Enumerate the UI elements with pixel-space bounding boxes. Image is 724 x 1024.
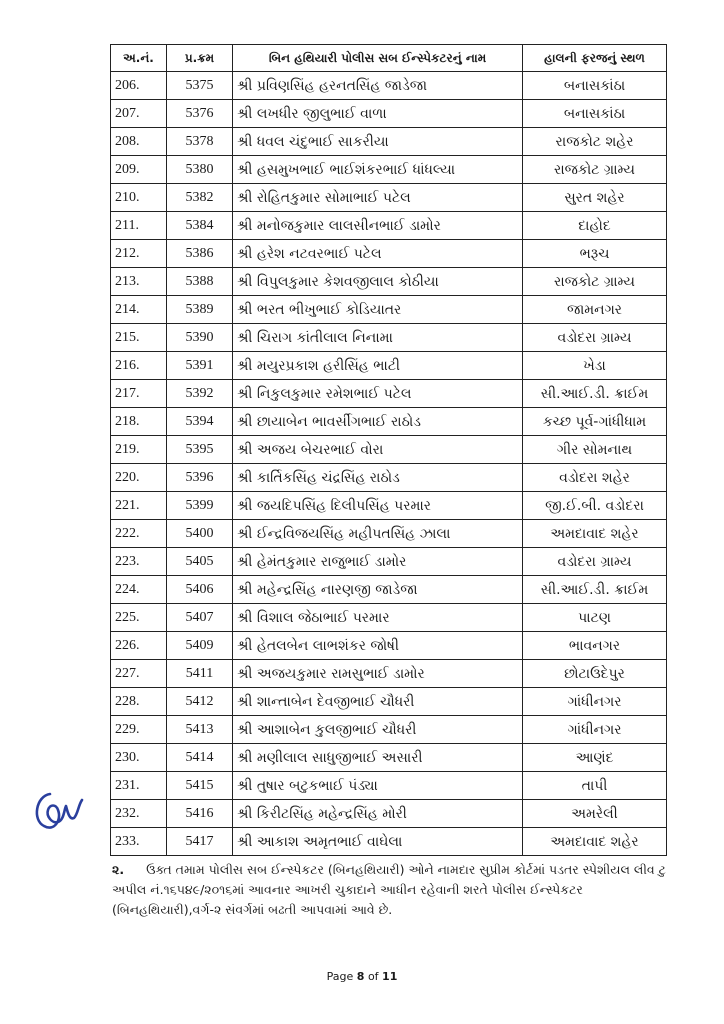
table-row xyxy=(111,352,667,380)
seniority-number-cell: 5400 xyxy=(167,520,233,548)
posting-place-cell: ગીર સોમનાથ xyxy=(523,436,667,464)
officer-name-cell: શ્રી ભરત ભીખુભાઈ કોડિયાતર xyxy=(233,296,523,324)
officer-name-cell: શ્રી મહેન્દ્રસિંહ નારણજી જાડેજા xyxy=(233,576,523,604)
officer-name-cell: શ્રી તુષાર બટુકભાઈ પંડ્યા xyxy=(233,772,523,800)
posting-place-cell: સી.આઈ.ડી. ક્રાઈમ xyxy=(523,576,667,604)
table-row xyxy=(111,408,667,436)
serial-number-cell: 222. xyxy=(111,520,167,548)
seniority-number-cell: 5414 xyxy=(167,744,233,772)
seniority-number-cell: 5409 xyxy=(167,632,233,660)
seniority-number-cell: 5416 xyxy=(167,800,233,828)
serial-number-cell: 207. xyxy=(111,100,167,128)
table-row xyxy=(111,100,667,128)
seniority-number-cell: 5405 xyxy=(167,548,233,576)
seniority-number-cell: 5389 xyxy=(167,296,233,324)
seniority-number-cell: 5382 xyxy=(167,184,233,212)
serial-number-cell: 227. xyxy=(111,660,167,688)
table-row xyxy=(111,772,667,800)
seniority-number-cell: 5380 xyxy=(167,156,233,184)
promotion-table xyxy=(110,44,667,856)
table-row xyxy=(111,128,667,156)
table-row xyxy=(111,156,667,184)
officer-name-cell: શ્રી આકાશ અમૃતભાઈ વાઘેલા xyxy=(233,828,523,856)
seniority-number-cell: 5413 xyxy=(167,716,233,744)
serial-number-cell: 216. xyxy=(111,352,167,380)
table-row xyxy=(111,828,667,856)
serial-number-cell: 220. xyxy=(111,464,167,492)
table-row xyxy=(111,296,667,324)
table-row xyxy=(111,576,667,604)
seniority-number-cell: 5396 xyxy=(167,464,233,492)
officer-name-cell: શ્રી ચિરાગ કાંતીલાલ નિનામા xyxy=(233,324,523,352)
page-total: 11 xyxy=(382,970,398,983)
header-serial: અ.નં. xyxy=(111,45,167,72)
officer-name-cell: શ્રી વિશાલ જેઠાભાઈ પરમાર xyxy=(233,604,523,632)
table-row xyxy=(111,744,667,772)
table-body xyxy=(111,72,667,856)
seniority-number-cell: 5392 xyxy=(167,380,233,408)
seniority-number-cell: 5411 xyxy=(167,660,233,688)
seniority-number-cell: 5384 xyxy=(167,212,233,240)
header-seniority-number: પ્ર.ક્રમ xyxy=(167,45,233,72)
officer-name-cell: શ્રી અજય બેચરભાઈ વોરા xyxy=(233,436,523,464)
table-row xyxy=(111,604,667,632)
page-of: of xyxy=(367,970,379,983)
serial-number-cell: 223. xyxy=(111,548,167,576)
officer-name-cell: શ્રી હેતલબેન લાભશંકર જોષી xyxy=(233,632,523,660)
seniority-number-cell: 5412 xyxy=(167,688,233,716)
officer-name-cell: શ્રી છાયાબેન ભાવર્સીગભાઈ રાઠોડ xyxy=(233,408,523,436)
serial-number-cell: 213. xyxy=(111,268,167,296)
officer-name-cell: શ્રી આશાબેન કુલજીભાઈ ચૌધરી xyxy=(233,716,523,744)
officer-name-cell: શ્રી હરેશ નટવરભાઈ પટેલ xyxy=(233,240,523,268)
posting-place-cell: વડોદરા ગ્રામ્ય xyxy=(523,324,667,352)
seniority-number-cell: 5390 xyxy=(167,324,233,352)
table-row xyxy=(111,212,667,240)
serial-number-cell: 225. xyxy=(111,604,167,632)
note-number: ૨. xyxy=(112,862,125,877)
posting-place-cell: વડોદરા શહેર xyxy=(523,464,667,492)
serial-number-cell: 218. xyxy=(111,408,167,436)
table-row xyxy=(111,380,667,408)
posting-place-cell: છોટાઉદેપુર xyxy=(523,660,667,688)
serial-number-cell: 206. xyxy=(111,72,167,100)
posting-place-cell: વડોદરા ગ્રામ્ય xyxy=(523,548,667,576)
note-paragraph xyxy=(112,860,672,920)
note-text: ઉક્ત તમામ પોલીસ સબ ઈન્સ્પેકટર (બિનહથિયારી) ઓને નામદાર સુપ્રીમ કોર્ટમાં પડતર સ્પેશીયલ લીવ ટુ અપીલ નં.૧૬૫૪૯/૨૦૧૬માં આવનાર આખરી ચુકાદાને આધીન રહેવાની શરતે પોલીસ ઈન્સ્પેકટર (બિનહથિયારી),વર્ગ-૨ સંવર્ગમાં બઢતી આપવામાં આવે છે. xyxy=(112,862,666,917)
officer-name-cell: શ્રી લખધીર જીલુભાઈ વાળા xyxy=(233,100,523,128)
table-row xyxy=(111,240,667,268)
seniority-number-cell: 5406 xyxy=(167,576,233,604)
posting-place-cell: જી.ઈ.બી. વડોદરા xyxy=(523,492,667,520)
officer-name-cell: શ્રી કાર્તિકસિંહ ચંદ્રસિંહ રાઠોડ xyxy=(233,464,523,492)
posting-place-cell: ગાંધીનગર xyxy=(523,688,667,716)
posting-place-cell: અમરેલી xyxy=(523,800,667,828)
serial-number-cell: 231. xyxy=(111,772,167,800)
serial-number-cell: 212. xyxy=(111,240,167,268)
officer-name-cell: શ્રી પ્રવિણસિંહ હરનતસિંહ જાડેજા xyxy=(233,72,523,100)
posting-place-cell: પાટણ xyxy=(523,604,667,632)
table-row xyxy=(111,660,667,688)
serial-number-cell: 214. xyxy=(111,296,167,324)
officer-name-cell: શ્રી કિરીટસિંહ મહેન્દ્રસિંહ મોરી xyxy=(233,800,523,828)
serial-number-cell: 208. xyxy=(111,128,167,156)
table-row xyxy=(111,632,667,660)
seniority-number-cell: 5386 xyxy=(167,240,233,268)
officer-name-cell: શ્રી હસમુખભાઈ ભાઈશંકરભાઈ ધાંધલ્યા xyxy=(233,156,523,184)
page-current: 8 xyxy=(356,970,365,983)
posting-place-cell: બનાસકાંઠા xyxy=(523,72,667,100)
header-officer-name: બિન હથિયારી પોલીસ સબ ઈન્સ્પેકટરનું નામ xyxy=(233,45,523,72)
posting-place-cell: ભાવનગર xyxy=(523,632,667,660)
seniority-number-cell: 5394 xyxy=(167,408,233,436)
table-row xyxy=(111,548,667,576)
seniority-number-cell: 5395 xyxy=(167,436,233,464)
seniority-number-cell: 5388 xyxy=(167,268,233,296)
posting-place-cell: અમદાવાદ શહેર xyxy=(523,828,667,856)
header-current-posting: હાલની ફરજનું સ્થળ xyxy=(523,45,667,72)
serial-number-cell: 228. xyxy=(111,688,167,716)
officer-name-cell: શ્રી જયદિપસિંહ દિલીપસિંહ પરમાર xyxy=(233,492,523,520)
page-footer xyxy=(0,970,724,983)
table-row xyxy=(111,268,667,296)
officer-name-cell: શ્રી મયુરપ્રકાશ હરીસિંહ ભાટી xyxy=(233,352,523,380)
seniority-number-cell: 5415 xyxy=(167,772,233,800)
table-row xyxy=(111,72,667,100)
table-row xyxy=(111,716,667,744)
serial-number-cell: 210. xyxy=(111,184,167,212)
posting-place-cell: આણંદ xyxy=(523,744,667,772)
posting-place-cell: સુરત શહેર xyxy=(523,184,667,212)
posting-place-cell: અમદાવાદ શહેર xyxy=(523,520,667,548)
seniority-number-cell: 5391 xyxy=(167,352,233,380)
serial-number-cell: 215. xyxy=(111,324,167,352)
officer-name-cell: શ્રી વિપુલકુમાર કેશવજીલાલ કોઠીયા xyxy=(233,268,523,296)
officer-name-cell: શ્રી અજયકુમાર રામસુભાઈ ડામોર xyxy=(233,660,523,688)
posting-place-cell: ભરૂચ xyxy=(523,240,667,268)
officer-name-cell: શ્રી મનોજકુમાર લાલસીનભાઈ ડામોર xyxy=(233,212,523,240)
table-row xyxy=(111,520,667,548)
table-row xyxy=(111,464,667,492)
seniority-number-cell: 5399 xyxy=(167,492,233,520)
handwritten-initials-signature xyxy=(28,780,98,840)
posting-place-cell: રાજકોટ શહેર xyxy=(523,128,667,156)
serial-number-cell: 219. xyxy=(111,436,167,464)
table-row xyxy=(111,492,667,520)
serial-number-cell: 224. xyxy=(111,576,167,604)
posting-place-cell: જામનગર xyxy=(523,296,667,324)
serial-number-cell: 211. xyxy=(111,212,167,240)
seniority-number-cell: 5407 xyxy=(167,604,233,632)
table-header-row xyxy=(111,45,667,72)
serial-number-cell: 233. xyxy=(111,828,167,856)
table-row xyxy=(111,184,667,212)
officer-name-cell: શ્રી ધવલ ચંદુભાઈ સાકરીયા xyxy=(233,128,523,156)
posting-place-cell: કચ્છ પૂર્વ-ગાંધીધામ xyxy=(523,408,667,436)
officer-name-cell: શ્રી મણીલાલ સાધુજીભાઈ અસારી xyxy=(233,744,523,772)
officer-name-cell: શ્રી ઈન્દ્રવિજયસિંહ મહીપતસિંહ ઝાલા xyxy=(233,520,523,548)
page-label: Page xyxy=(326,970,354,983)
officer-name-cell: શ્રી હેમંતકુમાર રાજુભાઈ ડામોર xyxy=(233,548,523,576)
table-row xyxy=(111,688,667,716)
posting-place-cell: તાપી xyxy=(523,772,667,800)
seniority-number-cell: 5378 xyxy=(167,128,233,156)
table-row xyxy=(111,800,667,828)
serial-number-cell: 209. xyxy=(111,156,167,184)
seniority-number-cell: 5375 xyxy=(167,72,233,100)
seniority-number-cell: 5417 xyxy=(167,828,233,856)
posting-place-cell: રાજકોટ ગ્રામ્ય xyxy=(523,156,667,184)
serial-number-cell: 230. xyxy=(111,744,167,772)
serial-number-cell: 221. xyxy=(111,492,167,520)
posting-place-cell: ખેડા xyxy=(523,352,667,380)
serial-number-cell: 229. xyxy=(111,716,167,744)
posting-place-cell: સી.આઈ.ડી. ક્રાઈમ xyxy=(523,380,667,408)
posting-place-cell: રાજકોટ ગ્રામ્ય xyxy=(523,268,667,296)
seniority-number-cell: 5376 xyxy=(167,100,233,128)
serial-number-cell: 217. xyxy=(111,380,167,408)
officer-name-cell: શ્રી નિકુલકુમાર રમેશભાઈ પટેલ xyxy=(233,380,523,408)
posting-place-cell: ગાંધીનગર xyxy=(523,716,667,744)
serial-number-cell: 226. xyxy=(111,632,167,660)
table-row xyxy=(111,324,667,352)
officer-name-cell: શ્રી રોહિતકુમાર સોમાભાઈ પટેલ xyxy=(233,184,523,212)
posting-place-cell: દાહોદ xyxy=(523,212,667,240)
serial-number-cell: 232. xyxy=(111,800,167,828)
table-row xyxy=(111,436,667,464)
posting-place-cell: બનાસકાંઠા xyxy=(523,100,667,128)
officer-name-cell: શ્રી શાન્તાબેન દેવજીભાઈ ચૌધરી xyxy=(233,688,523,716)
